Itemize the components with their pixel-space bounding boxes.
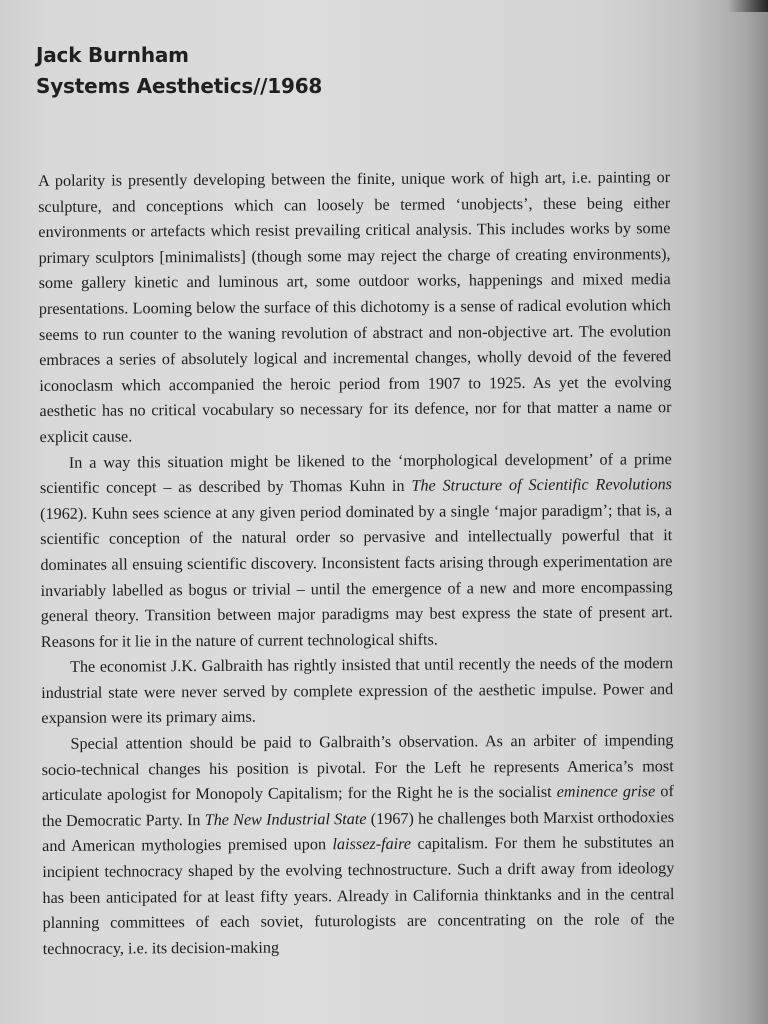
text-run: of the Democratic Party. In [41,782,674,830]
essay-title: Systems Aesthetics//1968 [36,74,323,98]
italic-text-run: The New Industrial State [204,809,367,829]
text-run: (1962). Kuhn sees science at any given period dominated by a single ‘major paradigm’; that is, a scientific conception of the natural order so pervasive and intellectually powerful that it dominates all ensuing scientific discovery. Inconsistent facts arising through experimentation are invariably labelled as bogus or trivial – until the emergence of a new and more encompassing general theory. Transition between major paradigms may best express the state of present art. Reasons for it lie in the nature of current technological shifts. [40,500,673,651]
text-run: Special attention should be paid to Galbraith’s observation. As an arbiter of impending socio-technical changes his position is pivotal. For the Left he represents America’s most articulate apologist for Monopoly Capitalism; for the Right he is the socialist [41,731,674,805]
paragraph [40,447,673,656]
text-run: (1967) he challenges both Marxist orthodoxies and American mythologies premised upon [42,807,675,856]
italic-text-run: The Structure of Scientific Revolutions [411,475,673,495]
author-name: Jack Burnham [36,43,189,67]
text-run: In a way this situation might be likened to the ‘morphological development’ of a prime scientific concept – as described by Thomas Kuhn in [39,449,672,498]
text-run: The economist J.K. Galbraith has rightly insisted that until recently the needs of the modern industrial state were never served by complete expression of the aesthetic impulse. Power and expansion were its primary aims. [41,654,674,728]
italic-text-run: eminence grise [556,782,656,802]
body-text [38,165,675,962]
paragraph [41,651,673,732]
paragraph [38,165,672,450]
text-run: A polarity is presently developing between the finite, unique work of high art, i.e. painting or sculpture, and conceptions which can loosely be termed ‘unobjects’, these being either environments or artefacts which resist prevailing critical analysis. This includes works by some primary sculptors [minimalists] (though some may reject the charge of creating environments), some gallery kinetic and luminous art, some outdoor works, happenings and mixed media presentations. Looming below the surface of this dichotomy is a sense of radical evolution which seems to run counter to the waning revolution of abstract and non-objective art. The evolution embraces a series of absolutely logical and incremental changes, wholly devoid of the fevered iconoclasm which accompanied the heroic period from 1907 to 1925. As yet the evolving aesthetic has no critical vocabulary so necessary for its defence, nor for that matter a name or explicit cause. [38,168,672,446]
italic-text-run: laissez-faire [332,835,412,854]
page-edge-shadow [728,0,768,12]
chapter-header [36,40,322,102]
paragraph [41,728,674,962]
text-run: capitalism. For them he substitutes an incipient technocracy shaped by the evolving technostructure. Such a drift away from ideology has been anticipated for at least fifty years. Already in California thinktanks and in the central planning committees of each soviet, futurologists are concentrating on the role of the technocracy, i.e. its decision-making [42,833,675,958]
